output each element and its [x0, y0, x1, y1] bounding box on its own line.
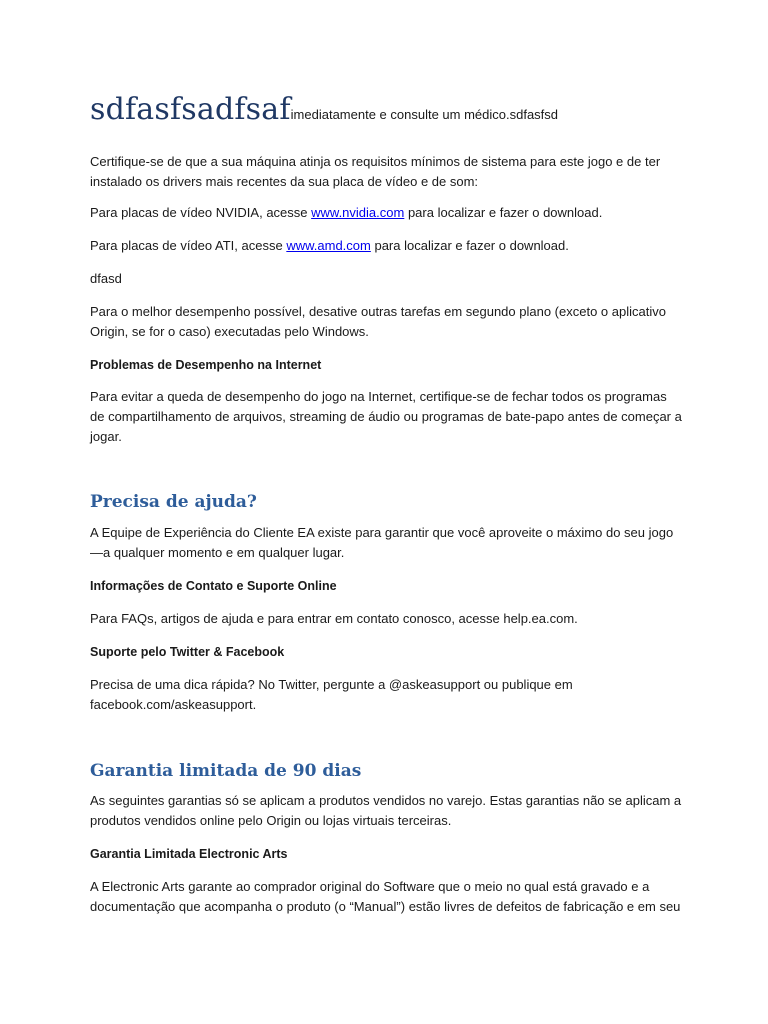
- document-title: [90, 92, 558, 127]
- subheading-contact-support: Informações de Contato e Suporte Online: [90, 579, 337, 593]
- paragraph-ati: [90, 236, 682, 256]
- nvidia-text-before: Para placas de vídeo NVIDIA, acesse: [90, 205, 312, 220]
- subheading-twitter-facebook: Suporte pelo Twitter & Facebook: [90, 645, 285, 659]
- heading-need-help: Precisa de ajuda?: [90, 492, 257, 512]
- nvidia-text-after: para localizar e fazer o download.: [404, 205, 603, 220]
- paragraph-performance: Para o melhor desempenho possível, desative outras tarefas em segundo plano (exceto o aplicativo Origin, se for o caso) executadas pelo Windows.: [90, 304, 666, 339]
- paragraph-warranty-scope: As seguintes garantias só se aplicam a produtos vendidos no varejo. Estas garantias não se aplicam a produtos vendidos online pelo Origin ou lojas virtuais terceiras.: [90, 793, 682, 828]
- title-small-text: imediatamente e consulte um médico.sdfasfsd: [290, 107, 559, 122]
- ati-text-after: para localizar e fazer o download.: [370, 238, 569, 253]
- paragraph-internet-performance: Para evitar a queda de desempenho do jogo na Internet, certifique-se de fechar todos os programas de compartilhamento de arquivos, streaming de áudio ou programas de bate-papo antes de começar a jogar.: [90, 389, 682, 444]
- title-large-text: sdfasfsadfsaf: [90, 92, 291, 127]
- paragraph-ea-warranty: A Electronic Arts garante ao comprador original do Software que o meio no qual está gravado e a documentação que acompanha o produto (o “Manual”) estão livres de defeitos de fabricação e em seu: [90, 879, 681, 914]
- ati-text-before: Para placas de vídeo ATI, acesse: [90, 238, 287, 253]
- heading-limited-warranty: Garantia limitada de 90 dias: [90, 761, 362, 781]
- paragraph-dfasd: dfasd: [90, 271, 122, 286]
- subheading-internet-performance: Problemas de Desempenho na Internet: [90, 358, 322, 372]
- amd-link[interactable]: www.amd.com: [286, 238, 371, 253]
- paragraph-requirements: Certifique-se de que a sua máquina atinja os requisitos mínimos de sistema para este jogo e de ter instalado os drivers mais recentes da sua placa de vídeo e de som:: [90, 154, 661, 189]
- subheading-ea-warranty: Garantia Limitada Electronic Arts: [90, 847, 288, 861]
- paragraph-customer-experience: A Equipe de Experiência do Cliente EA existe para garantir que você aproveite o máximo do seu jogo—a qualquer momento e em qualquer lugar.: [90, 525, 674, 560]
- paragraph-faqs: Para FAQs, artigos de ajuda e para entrar em contato conosco, acesse help.ea.com.: [90, 611, 578, 626]
- paragraph-nvidia: [90, 203, 682, 223]
- nvidia-link[interactable]: www.nvidia.com: [311, 205, 405, 220]
- paragraph-quick-tip: Precisa de uma dica rápida? No Twitter, pergunte a @askeasupport ou publique em facebook.com/askeasupport.: [90, 677, 573, 712]
